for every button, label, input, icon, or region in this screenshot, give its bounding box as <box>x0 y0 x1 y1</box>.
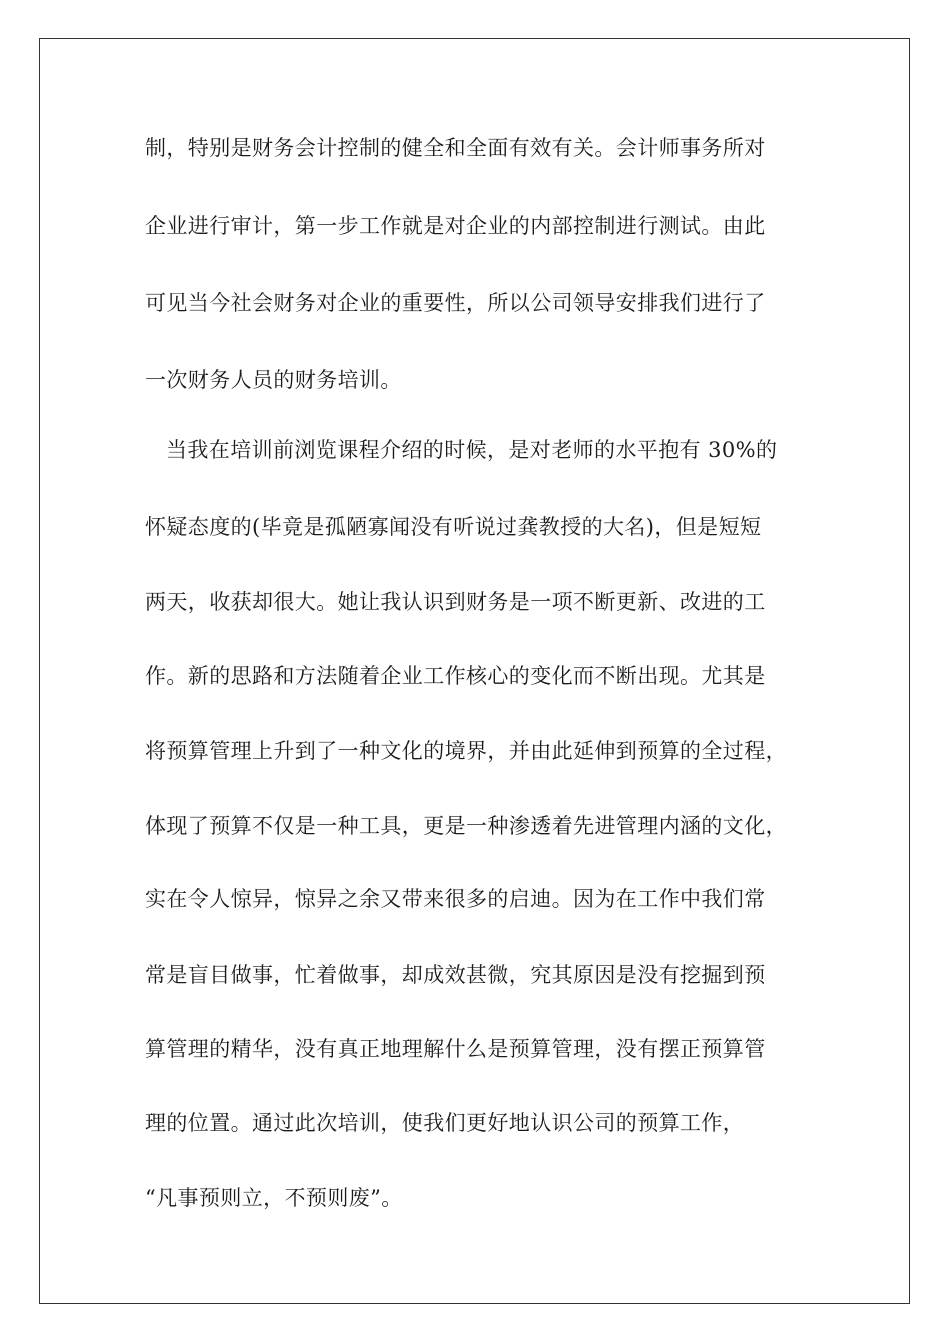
paragraph-first-line: 当我在培训前浏览课程介绍的时候，是对老师的水平抱有 30%的 <box>166 438 778 462</box>
text-line: 一次财务人员的财务培训。 <box>145 368 402 392</box>
text-line: 理的位置。通过此次培训，使我们更好地认识公司的预算工作， <box>145 1111 745 1135</box>
quote-line: “凡事预则立，不预则废”。 <box>145 1186 403 1210</box>
text-line: 算管理的精华，没有真正地理解什么是预算管理，没有摆正预算管 <box>145 1037 766 1061</box>
text-line: 常是盲目做事，忙着做事，却成效甚微，究其原因是没有挖掘到预 <box>145 963 766 987</box>
text-line: 两天，收获却很大。她让我认识到财务是一项不断更新、改进的工 <box>145 590 766 614</box>
text-line: 可见当今社会财务对企业的重要性，所以公司领导安排我们进行了 <box>145 291 766 315</box>
text-line: 制，特别是财务会计控制的健全和全面有效有关。会计师事务所对 <box>145 136 766 160</box>
text-line: 怀疑态度的(毕竟是孤陋寡闻没有听说过龚教授的大名)，但是短短 <box>145 515 762 539</box>
text-line: 将预算管理上升到了一种文化的境界，并由此延伸到预算的全过程， <box>145 739 787 763</box>
text-line: 体现了预算不仅是一种工具，更是一种渗透着先进管理内涵的文化， <box>145 814 787 838</box>
text-line: 企业进行审计，第一步工作就是对企业的内部控制进行测试。由此 <box>145 214 766 238</box>
text-line: 实在令人惊异，惊异之余又带来很多的启迪。因为在工作中我们常 <box>145 887 766 911</box>
text-line: 作。新的思路和方法随着企业工作核心的变化而不断出现。尤其是 <box>145 664 766 688</box>
